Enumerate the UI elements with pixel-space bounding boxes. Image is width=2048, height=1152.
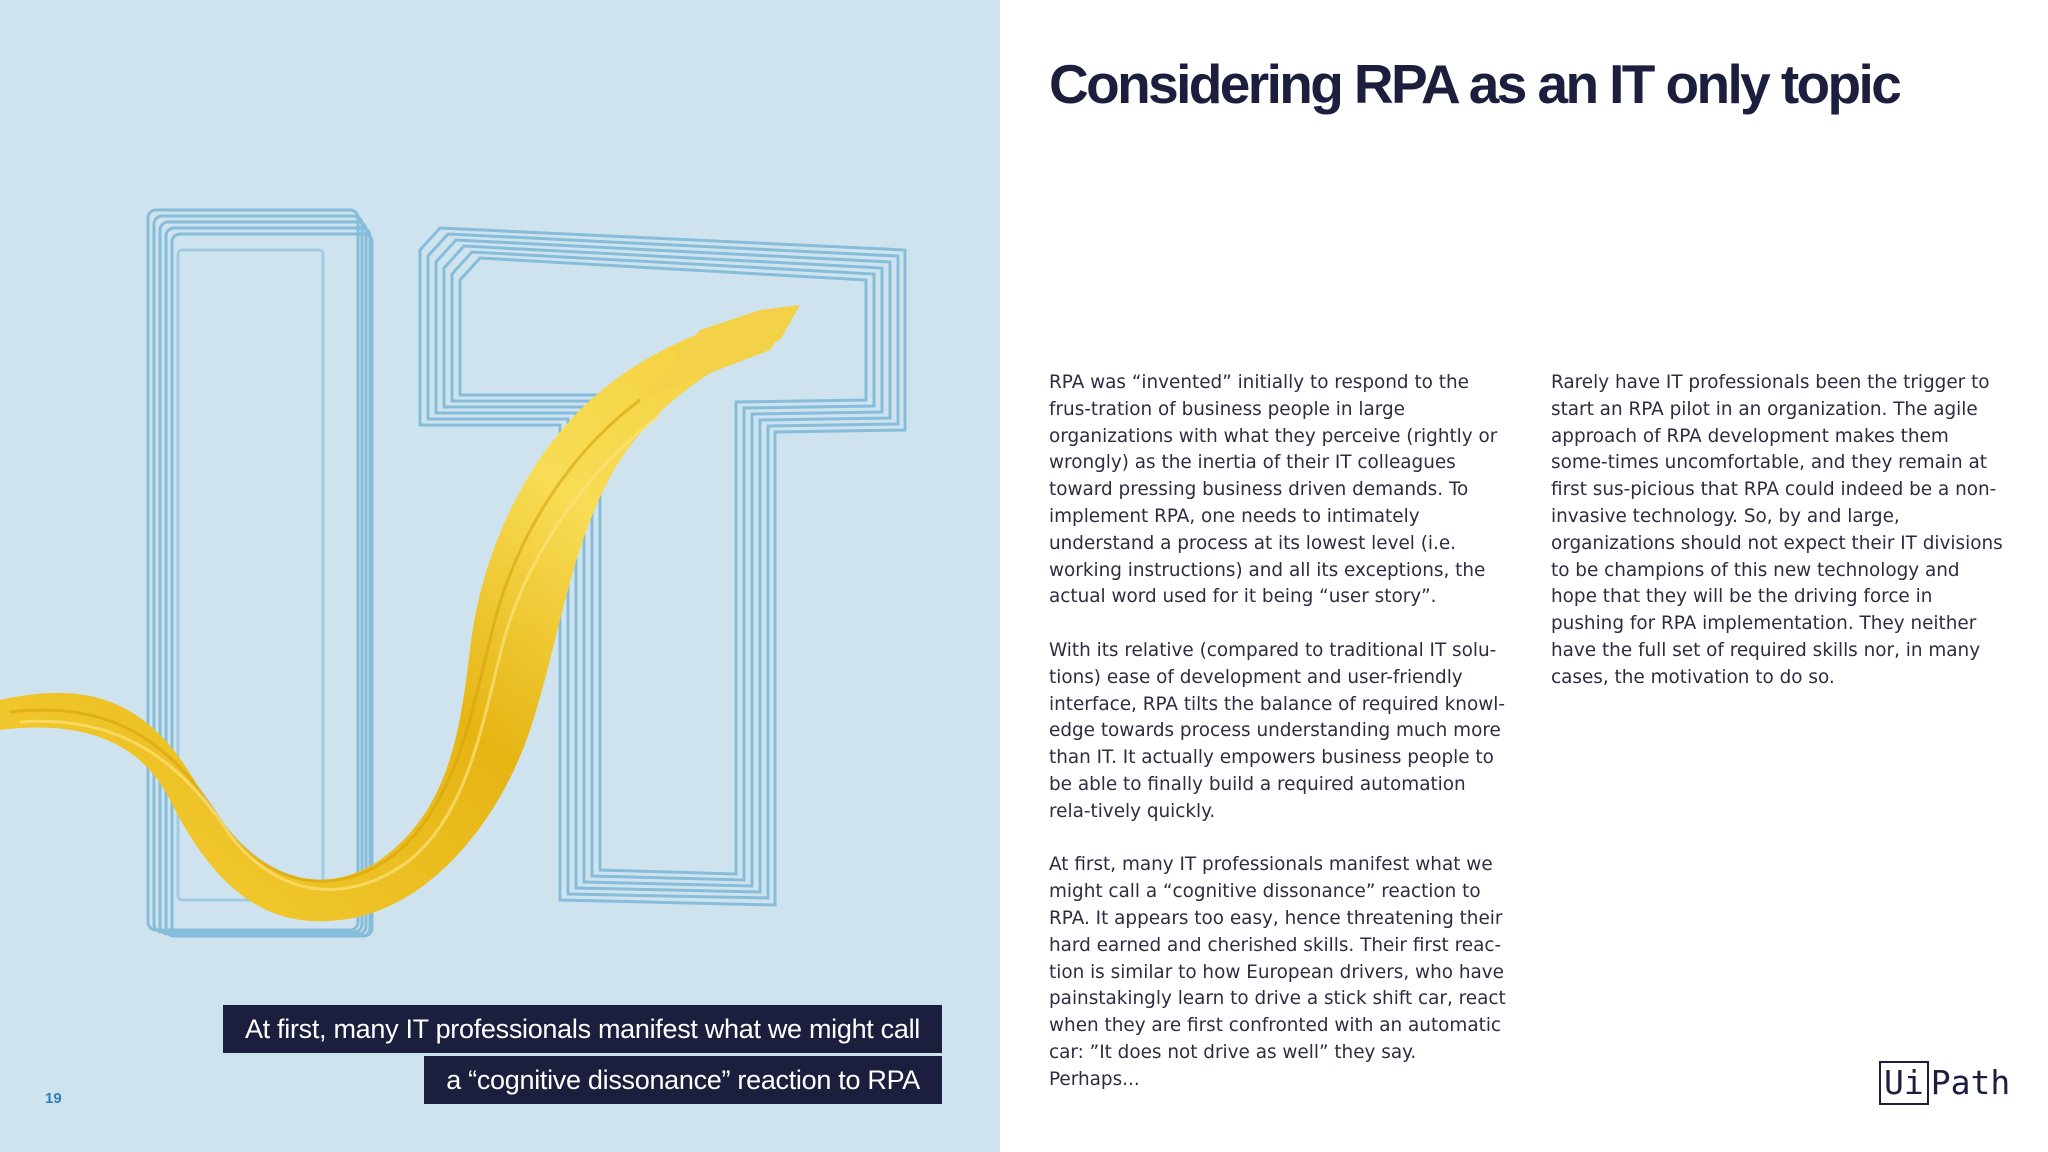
pull-quote-line-1: At first, many IT professionals manifest what we might call — [223, 1005, 942, 1053]
paragraph: RPA was “invented” initially to respond to the frus-tration of business people in large organizations with what they perceive (rightly or wrongly) as the inertia of their IT colleagues toward pressing business driven demands. To implement RPA, one needs to intimately understand a process at its lowest level (i.e. working instructions) and all its exceptions, the actual word used for it being “user story”. — [1049, 372, 1498, 608]
it-letters-illustration — [0, 0, 1000, 1152]
page-title: Considering RPA as an IT only topic — [1049, 53, 1900, 115]
pull-quote-line-2: a “cognitive dissonance” reaction to RPA — [424, 1056, 942, 1104]
paragraph: Rarely have IT professionals been the trigger to start an RPA pilot in an organization. The agile approach of RPA development makes them some-times uncomfortable, and they remain at first sus-picious that RPA could indeed be a non-invasive technology. So, by and large, organizations should not expect their IT divisions to be champions of this new technology and hope that they will be the driving force in pushing for RPA implementation. They neither have the full set of required skills nor, in many cases, the motivation to do so. — [1551, 372, 2003, 688]
uipath-logo — [1879, 1060, 2010, 1106]
logo-boxed-text: Ui — [1879, 1061, 1929, 1105]
paragraph: With its relative (compared to traditional IT solu-tions) ease of development and user-friendly interface, RPA tilts the balance of required knowl-edge towards process understanding much more than IT. It actually empowers business people to be able to finally build a required automation rela-tively quickly. — [1049, 639, 1505, 822]
logo-text: Path — [1930, 1063, 2011, 1102]
body-column-right — [1551, 370, 2011, 718]
paragraph: At first, many IT professionals manifest what we might call a “cognitive dissonance” reaction to RPA. It appears too easy, hence threatening their hard earned and cherished skills. Their first reac-tion is similar to how European drivers, who have painstakingly learn to drive a stick shift car, react when they are first confronted with an automatic car: ”It does not drive as well” they say. Perhaps... — [1049, 854, 1506, 1090]
body-column-left — [1049, 370, 1511, 1120]
letter-i-wireframe — [148, 210, 372, 936]
gold-brush-stroke — [0, 305, 800, 921]
illustration-panel — [0, 0, 1000, 1152]
page-number: 19 — [45, 1090, 62, 1107]
